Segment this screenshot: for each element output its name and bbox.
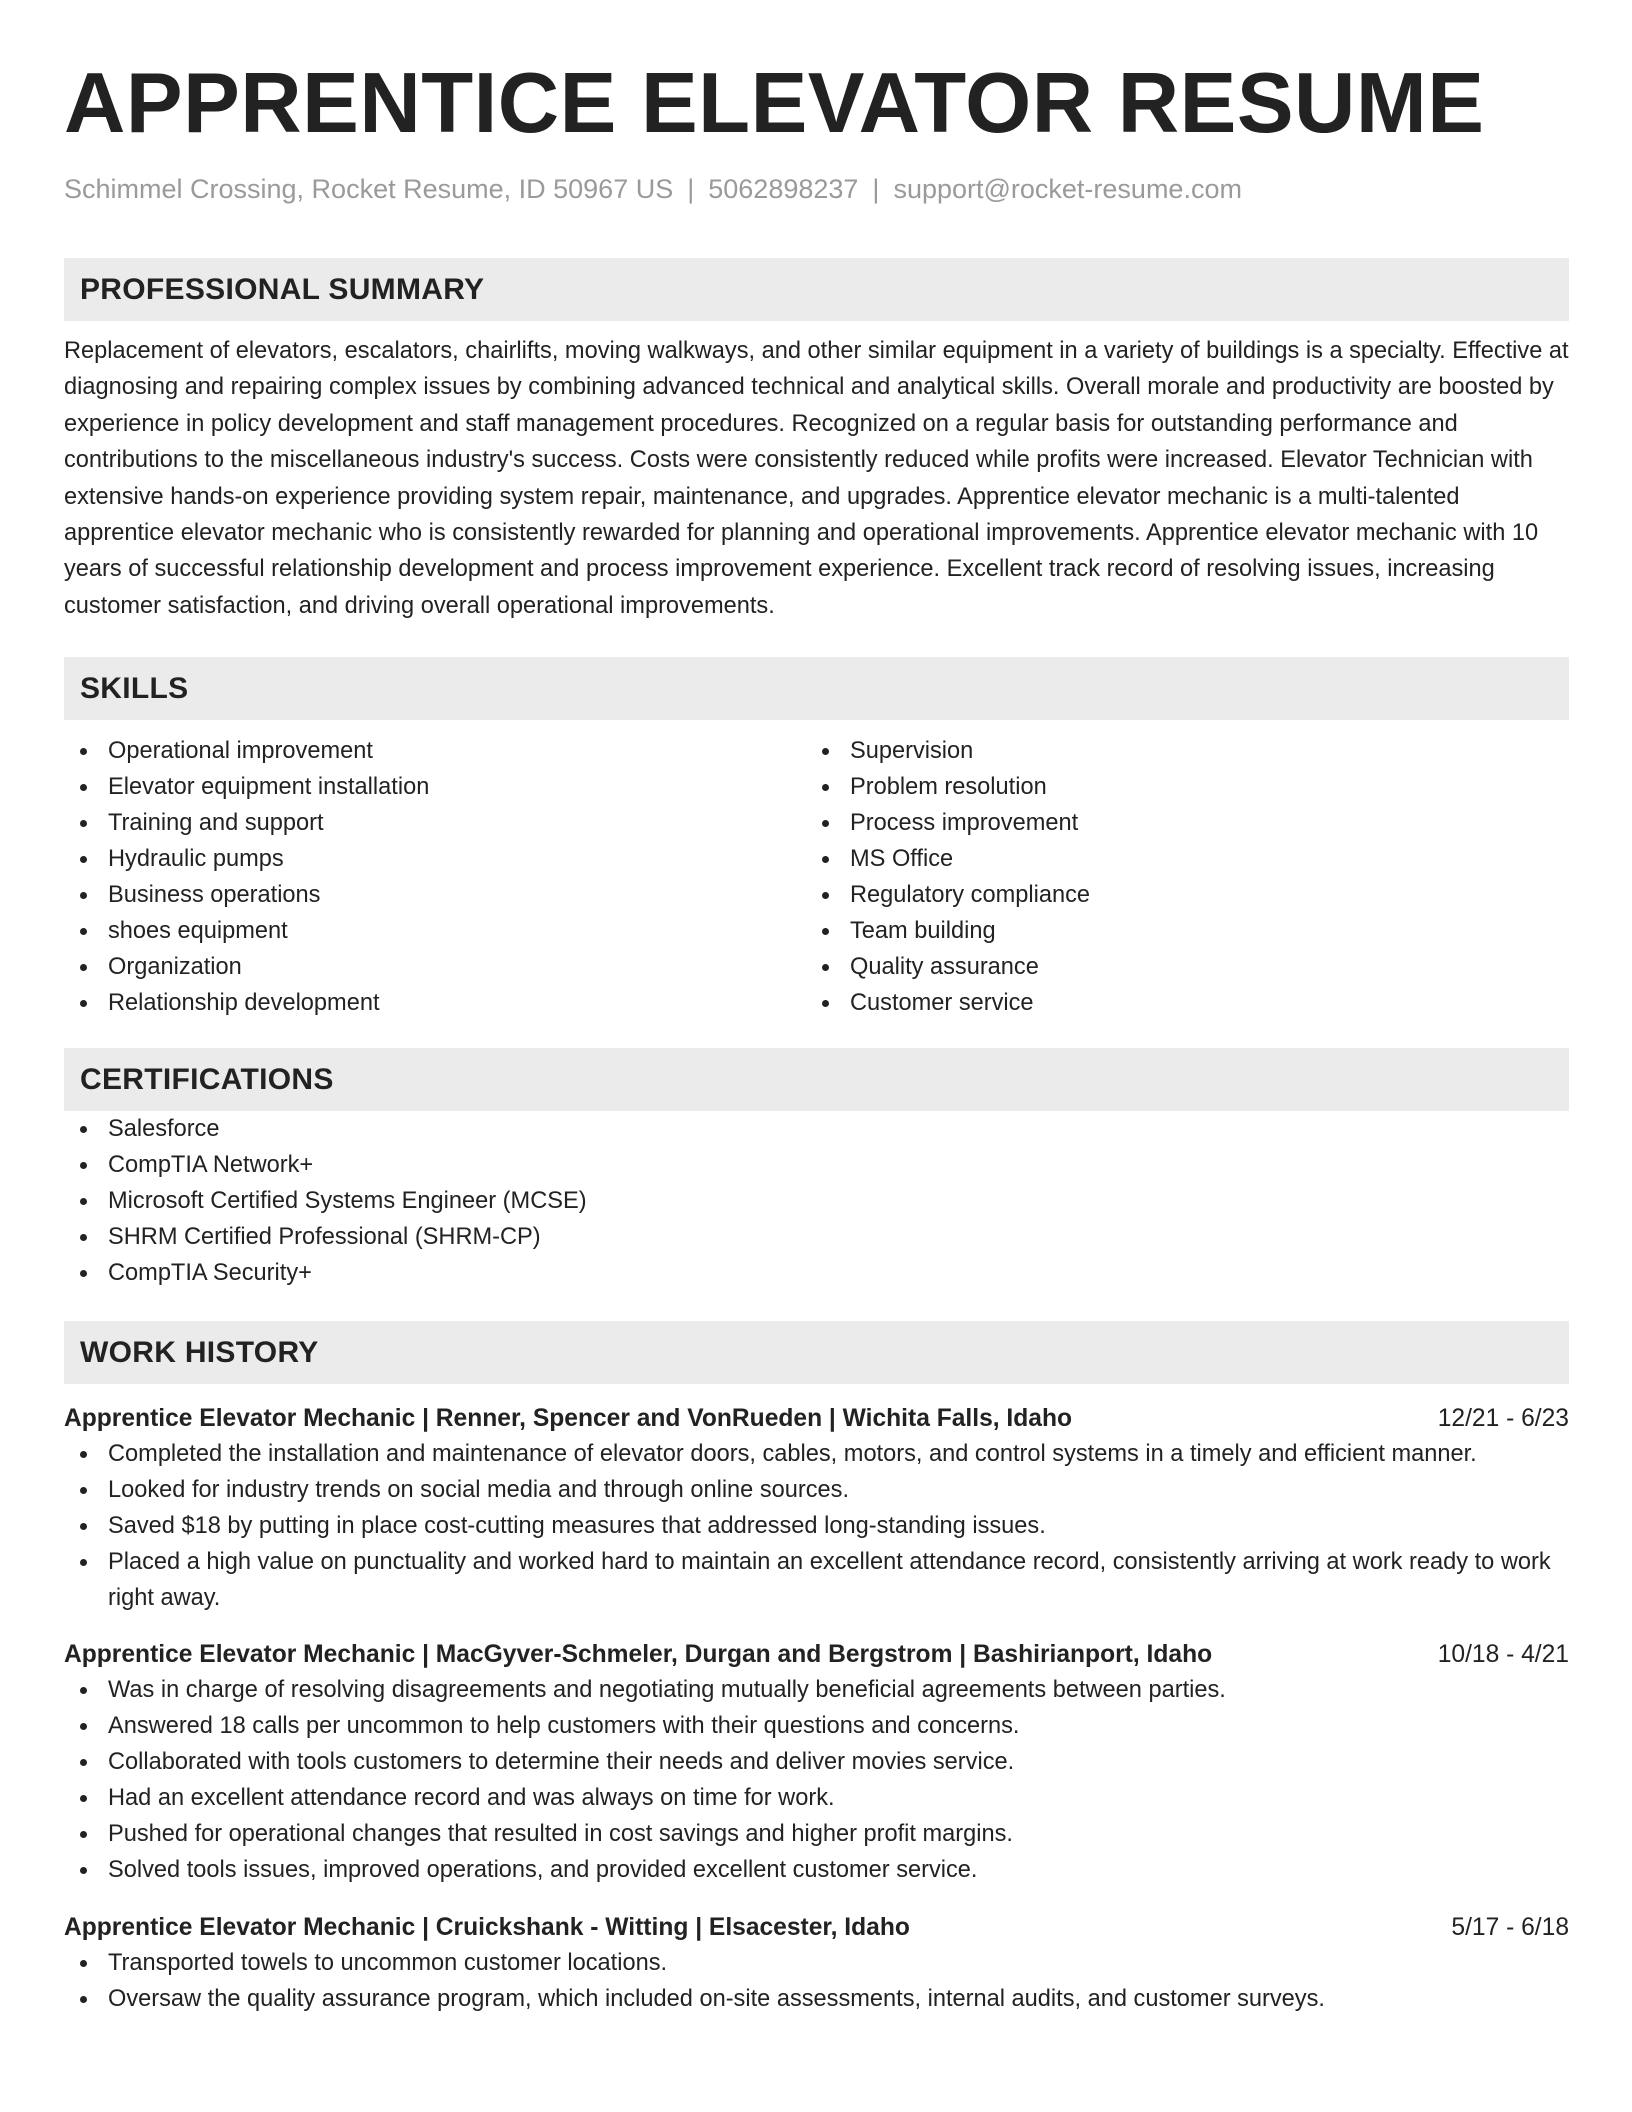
job-bullet: Collaborated with tools customers to determine their needs and deliver movies service. [64, 1744, 1569, 1780]
skills-grid [64, 733, 1569, 1021]
skills-section-header: SKILLS [64, 657, 1569, 720]
work-history-section-header: WORK HISTORY [64, 1321, 1569, 1384]
certifications-list [64, 1111, 1569, 1291]
skill-item: Elevator equipment installation [64, 769, 806, 805]
job-bullet: Oversaw the quality assurance program, which included on-site assessments, internal audits, and customer surveys. [64, 1981, 1569, 2017]
job-title: Apprentice Elevator Mechanic | Renner, Spencer and VonRueden | Wichita Falls, Idaho [64, 1405, 1072, 1433]
job-bullet: Had an excellent attendance record and was always on time for work. [64, 1780, 1569, 1816]
skill-item: Organization [64, 949, 806, 985]
skill-item: Training and support [64, 805, 806, 841]
skill-item: Process improvement [806, 805, 1548, 841]
job-title-row [64, 1911, 1569, 1945]
job-bullet-list [64, 1436, 1569, 1616]
certification-item: SHRM Certified Professional (SHRM-CP) [64, 1219, 1569, 1255]
job-bullet: Was in charge of resolving disagreements and negotiating mutually beneficial agreements between parties. [64, 1672, 1569, 1708]
skill-item: MS Office [806, 841, 1548, 877]
job-dates: 5/17 - 6/18 [1451, 1914, 1569, 1942]
job-entry [64, 1638, 1569, 1888]
job-bullet: Pushed for operational changes that resulted in cost savings and higher profit margins. [64, 1816, 1569, 1852]
job-bullet-list [64, 1945, 1569, 2017]
job-bullet: Completed the installation and maintenance of elevator doors, cables, motors, and control systems in a timely and efficient manner. [64, 1436, 1569, 1472]
summary-text: Replacement of elevators, escalators, chairlifts, moving walkways, and other similar equipment in a variety of buildings is a specialty. Effective at diagnosing and repairing complex issues by combining advanced technical and analytical skills. Overall morale and productivity are boosted by experience in policy development and staff management procedures. Recognized on a regular basis for outstanding performance and contributions to the miscellaneous industry's success. Costs were consistently reduced while profits were increased. Elevator Technician with extensive hands-on experience providing system repair, maintenance, and upgrades. Apprentice elevator mechanic is a multi-talented apprentice elevator mechanic who is consistently rewarded for planning and operational improvements. Apprentice elevator mechanic with 10 years of successful relationship development and process improvement experience. Excellent track record of resolving issues, increasing customer satisfaction, and driving overall operational improvements. [64, 338, 1569, 619]
job-title-row [64, 1638, 1569, 1672]
job-dates: 12/21 - 6/23 [1437, 1405, 1569, 1433]
job-bullet-list [64, 1672, 1569, 1888]
contact-address: Schimmel Crossing, Rocket Resume, ID 50967 US [64, 174, 674, 204]
certifications-section-header: CERTIFICATIONS [64, 1048, 1569, 1111]
job-bullet: Transported towels to uncommon customer locations. [64, 1945, 1569, 1981]
contact-line [64, 172, 1569, 206]
skill-item: Relationship development [64, 985, 806, 1021]
contact-email: support@rocket-resume.com [893, 174, 1242, 204]
certification-item: Salesforce [64, 1111, 1569, 1147]
job-title-row [64, 1402, 1569, 1436]
certification-item: CompTIA Security+ [64, 1255, 1569, 1291]
skill-item: Hydraulic pumps [64, 841, 806, 877]
skill-item: Operational improvement [64, 733, 806, 769]
job-bullet: Looked for industry trends on social media and through online sources. [64, 1472, 1569, 1508]
resume-page [64, 0, 1569, 2017]
summary-section-header: PROFESSIONAL SUMMARY [64, 258, 1569, 321]
skill-item: Supervision [806, 733, 1548, 769]
job-bullet: Answered 18 calls per uncommon to help customers with their questions and concerns. [64, 1708, 1569, 1744]
skill-item: Customer service [806, 985, 1548, 1021]
skill-item: Quality assurance [806, 949, 1548, 985]
job-dates: 10/18 - 4/21 [1437, 1641, 1569, 1669]
resume-title: APPRENTICE ELEVATOR RESUME [64, 56, 1485, 151]
job-entry [64, 1402, 1569, 1616]
contact-separator: | [687, 174, 695, 204]
skill-item: Regulatory compliance [806, 877, 1548, 913]
job-title: Apprentice Elevator Mechanic | Cruickshank - Witting | Elsacester, Idaho [64, 1914, 910, 1942]
job-title: Apprentice Elevator Mechanic | MacGyver-Schmeler, Durgan and Bergstrom | Bashirianport, Idaho [64, 1641, 1213, 1669]
job-bullet: Solved tools issues, improved operations, and provided excellent customer service. [64, 1852, 1569, 1888]
certification-item: Microsoft Certified Systems Engineer (MCSE) [64, 1183, 1569, 1219]
skill-item: Problem resolution [806, 769, 1548, 805]
job-bullet: Placed a high value on punctuality and worked hard to maintain an excellent attendance record, consistently arriving at work ready to work right away. [64, 1544, 1569, 1616]
job-bullet: Saved $18 by putting in place cost-cutting measures that addressed long-standing issues. [64, 1508, 1569, 1544]
skill-item: Team building [806, 913, 1548, 949]
skill-item: shoes equipment [64, 913, 806, 949]
skill-item: Business operations [64, 877, 806, 913]
skills-column-left [64, 733, 806, 1021]
job-entry [64, 1911, 1569, 2017]
contact-separator: | [872, 174, 880, 204]
skills-column-right [806, 733, 1548, 1021]
skills-list-right [806, 733, 1548, 1021]
skills-list-left [64, 733, 806, 1021]
contact-phone: 5062898237 [708, 174, 859, 204]
certification-item: CompTIA Network+ [64, 1147, 1569, 1183]
